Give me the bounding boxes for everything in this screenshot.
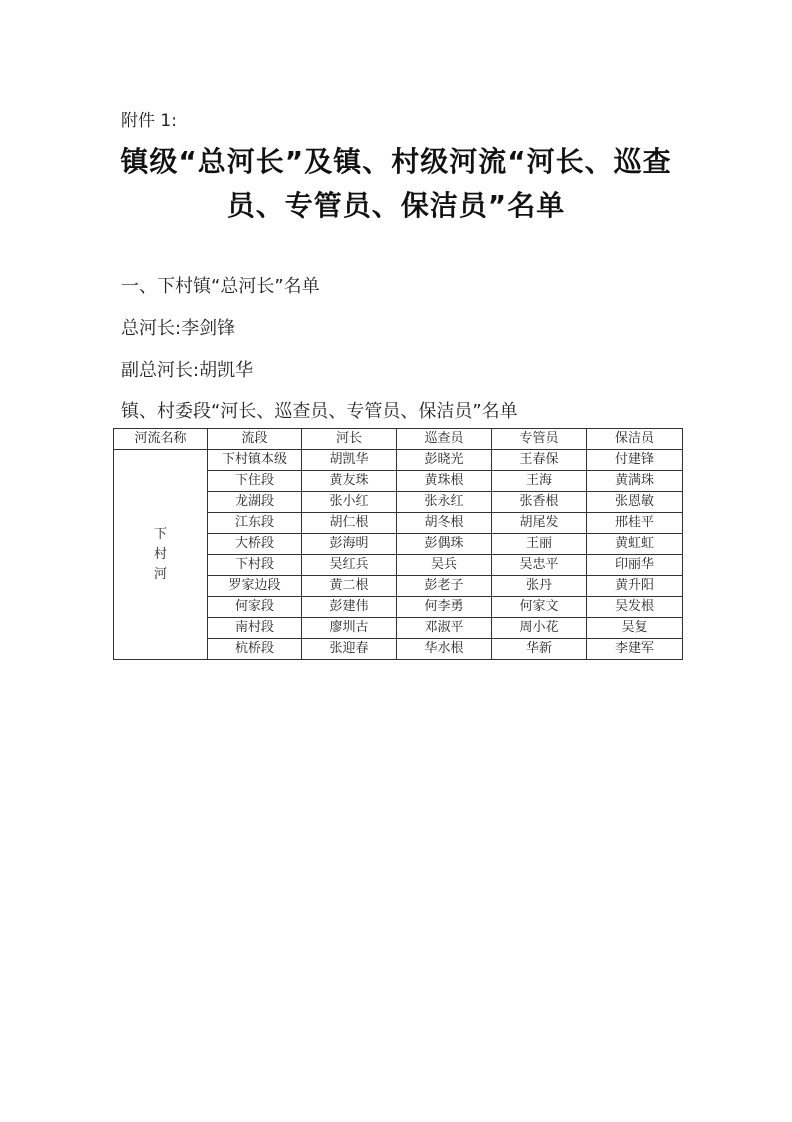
table-cell: 胡仁根 [302, 513, 397, 534]
table-cell: 黄珠根 [397, 471, 492, 492]
table-cell: 华水根 [397, 639, 492, 660]
table-cell: 彭老子 [397, 576, 492, 597]
table-cell: 南村段 [208, 618, 302, 639]
table-cell: 黄升阳 [587, 576, 683, 597]
table-cell: 黄友珠 [302, 471, 397, 492]
table-cell: 华新 [492, 639, 587, 660]
river-name-char: 河 [153, 566, 167, 582]
table-cell: 彭海明 [302, 534, 397, 555]
table-cell: 张迎春 [302, 639, 397, 660]
table-cell: 李建军 [587, 639, 683, 660]
table-cell: 大桥段 [208, 534, 302, 555]
table-cell: 胡冬根 [397, 513, 492, 534]
table-cell: 何李勇 [397, 597, 492, 618]
table-cell: 王丽 [492, 534, 587, 555]
header-cell: 流段 [208, 429, 302, 450]
table-cell: 印丽华 [587, 555, 683, 576]
table-cell: 付建锋 [587, 450, 683, 471]
table-cell: 张永红 [397, 492, 492, 513]
table-cell: 罗家边段 [208, 576, 302, 597]
table-cell: 黄满珠 [587, 471, 683, 492]
table-cell: 胡凯华 [302, 450, 397, 471]
header-cell: 河长 [302, 429, 397, 450]
document-title [100, 140, 692, 228]
attachment-label: 附件 1: [121, 111, 177, 131]
table-row [114, 450, 683, 471]
table-cell: 龙湖段 [208, 492, 302, 513]
title-line-2: 员、专管员、保洁员”名单 [226, 189, 566, 222]
header-cell: 河流名称 [114, 429, 208, 450]
table-cell: 吴忠平 [492, 555, 587, 576]
table-cell: 黄虹虹 [587, 534, 683, 555]
deputy-chief-river-chief: 副总河长:胡凯华 [121, 360, 254, 381]
table-cell: 张恩敏 [587, 492, 683, 513]
table-cell: 彭建伟 [302, 597, 397, 618]
table-cell: 下村段 [208, 555, 302, 576]
table-header-row [114, 429, 683, 450]
table-cell: 王春保 [492, 450, 587, 471]
table-cell: 彭偶珠 [397, 534, 492, 555]
table-cell: 下村镇本级 [208, 450, 302, 471]
table-cell: 吴兵 [397, 555, 492, 576]
table-cell: 杭桥段 [208, 639, 302, 660]
table-cell: 江东段 [208, 513, 302, 534]
title-line-1: 镇级“总河长”及镇、村级河流“河长、巡查 [120, 145, 672, 178]
table-cell: 吴复 [587, 618, 683, 639]
table-cell: 何家段 [208, 597, 302, 618]
table-cell: 张香根 [492, 492, 587, 513]
table-cell: 胡尾发 [492, 513, 587, 534]
table-cell: 吴发根 [587, 597, 683, 618]
section-heading: 一、下村镇“总河长”名单 [121, 276, 320, 297]
table-cell: 彭晓光 [397, 450, 492, 471]
chief-river-chief: 总河长:李剑锋 [121, 318, 236, 339]
subsection-heading: 镇、村委段“河长、巡查员、专管员、保洁员”名单 [121, 401, 518, 422]
table-cell: 周小花 [492, 618, 587, 639]
table-cell: 黄二根 [302, 576, 397, 597]
table-cell: 王海 [492, 471, 587, 492]
table-cell: 邢桂平 [587, 513, 683, 534]
table-cell: 张丹 [492, 576, 587, 597]
table-cell: 吴红兵 [302, 555, 397, 576]
table-cell: 邓淑平 [397, 618, 492, 639]
header-cell: 巡查员 [397, 429, 492, 450]
river-name-char: 下 [153, 526, 167, 542]
table-cell: 下住段 [208, 471, 302, 492]
header-cell: 保洁员 [587, 429, 683, 450]
roster-table [113, 428, 683, 660]
table-cell: 何家文 [492, 597, 587, 618]
table-cell: 廖圳古 [302, 618, 397, 639]
table-cell: 张小红 [302, 492, 397, 513]
river-name-cell [114, 450, 208, 660]
header-cell: 专管员 [492, 429, 587, 450]
river-name-char: 村 [153, 546, 167, 562]
